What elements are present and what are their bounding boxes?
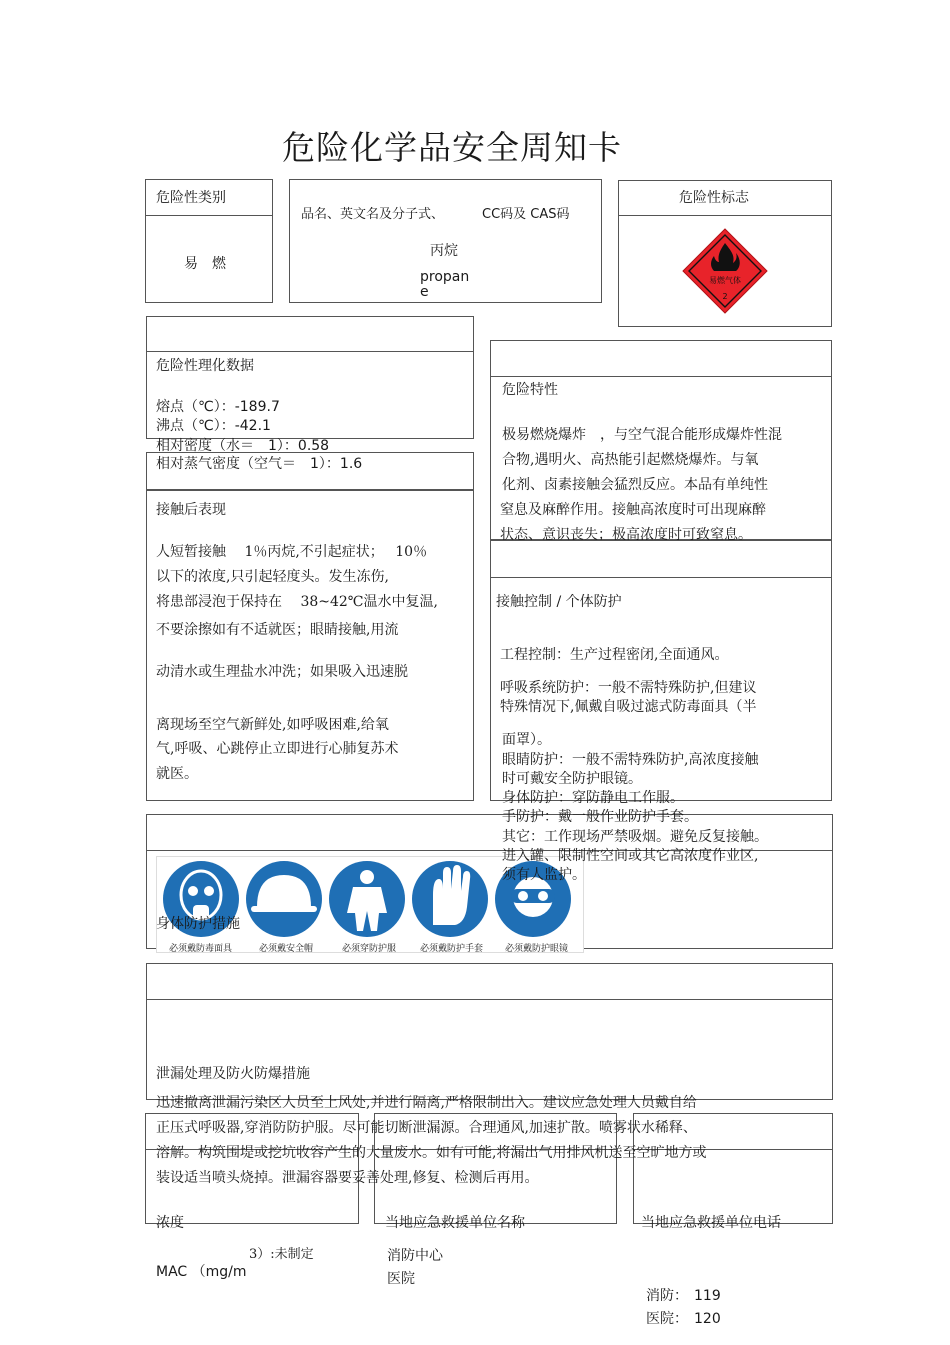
protective-gloves-icon bbox=[412, 861, 488, 937]
exposure-line: 气,呼吸、心跳停止立即进行心肺复苏术 bbox=[156, 741, 399, 757]
hazard-line: 化剂、卤素接触会猛烈反应。本品有单纯性 bbox=[502, 477, 768, 493]
control-line: 进入罐、限制性空间或其它高浓度作业区, bbox=[502, 848, 759, 864]
exposure-line: 就医。 bbox=[156, 766, 198, 782]
control-line: 须有人监护。 bbox=[502, 867, 586, 883]
fire-phone-label: 消防： bbox=[646, 1288, 688, 1304]
rescue-unit-label: 当地应急救援单位名称 bbox=[385, 1215, 525, 1231]
melting-point: 熔点（℃）：-189.7 bbox=[156, 399, 280, 415]
hazard-line: 极易燃烧爆炸 ，与空气混合能形成爆炸性混 bbox=[502, 427, 782, 443]
boiling-point: 沸点（℃）：-42.1 bbox=[156, 418, 271, 434]
ppe-caption: 必须戴安全帽 bbox=[259, 944, 314, 954]
ppe-caption: 必须穿防护服 bbox=[342, 944, 397, 954]
physchem-label: 危险性理化数据 bbox=[156, 358, 254, 374]
concentration-label: 浓度 bbox=[156, 1215, 184, 1231]
safety-helmet-icon bbox=[246, 861, 322, 937]
flammable-gas-diamond-icon bbox=[681, 227, 769, 315]
category-label: 危险性类别 bbox=[156, 190, 226, 206]
control-line: 面罩）。 bbox=[502, 732, 551, 748]
fire-phone: 119 bbox=[694, 1288, 721, 1304]
ppe-caption: 必须戴防护手套 bbox=[420, 944, 484, 954]
spill-label: 泄漏处理及防火防爆措施 bbox=[156, 1066, 310, 1082]
hospital-phone: 120 bbox=[694, 1311, 721, 1327]
ppe-label: 身体防护措施 bbox=[156, 916, 240, 932]
exposure-line: 人短暂接触 1％丙烷,不引起症状； 10％ bbox=[156, 544, 428, 560]
chemical-name-cn: 丙烷 bbox=[430, 243, 458, 259]
exposure-label: 接触后表现 bbox=[156, 502, 226, 518]
hazard-line: 合物,遇明火、高热能引起燃烧爆炸。与氧 bbox=[502, 452, 759, 468]
exposure-line: 将患部浸泡于保持在 38~42℃温水中复温, bbox=[156, 594, 438, 610]
spill-line: 装设适当喷头烧掉。泄漏容器要妥善处理,修复、检测后再用。 bbox=[156, 1170, 539, 1186]
hazard-sign-label: 危险性标志 bbox=[679, 190, 749, 206]
names-header-cc: CC码及 CAS码 bbox=[482, 207, 570, 222]
hazard-line: 窒息及麻醉作用。接触高浓度时可出现麻醉 bbox=[500, 502, 766, 518]
hazard-class-number: 2 bbox=[722, 292, 728, 301]
page-title: 危险化学品安全周知卡 bbox=[282, 128, 622, 167]
mac-superscript: 3）:未制定 bbox=[249, 1247, 314, 1262]
mac-value: MAC （mg/m bbox=[156, 1264, 247, 1280]
protective-suit-icon bbox=[329, 861, 405, 937]
control-line: 手防护：戴一般作业防护手套。 bbox=[502, 809, 698, 825]
spill-line: 迅速撤离泄漏污染区人员至上风处,并进行隔离,严格限制出入。建议应急处理人员戴自给 bbox=[156, 1095, 697, 1111]
control-line: 身体防护：穿防静电工作服。 bbox=[502, 790, 684, 806]
relative-density: 相对密度（水＝ 1）：0.58 bbox=[156, 438, 330, 454]
vapor-density: 相对蒸气密度（空气＝ 1）：1.6 bbox=[156, 456, 363, 472]
control-line: 呼吸系统防护：一般不需特殊防护,但建议 bbox=[500, 680, 757, 696]
hospital-phone-label: 医院： bbox=[646, 1311, 688, 1327]
control-label: 接触控制 / 个体防护 bbox=[496, 594, 622, 610]
rescue-unit-item: 医院 bbox=[387, 1271, 415, 1287]
exposure-line: 以下的浓度,只引起轻度头。发生冻伤, bbox=[156, 569, 389, 585]
control-line: 眼睛防护：一般不需特殊防护,高浓度接触 bbox=[502, 752, 759, 768]
hazard-line: 状态、意识丧失；极高浓度时可致窒息。 bbox=[500, 527, 752, 543]
control-line: 其它：工作现场严禁吸烟。避免反复接触。 bbox=[502, 829, 768, 845]
category-value: 易 燃 bbox=[184, 256, 226, 272]
control-line: 工程控制：生产过程密闭,全面通风。 bbox=[500, 647, 729, 663]
spill-line: 正压式呼吸器,穿消防防护服。尽可能切断泄漏源。合理通风,加速扩散。喷雾状水稀释、 bbox=[156, 1120, 697, 1136]
exposure-line: 离现场至空气新鲜处,如呼吸困难,给氧 bbox=[156, 717, 389, 733]
hazard-label: 危险特性 bbox=[502, 382, 558, 398]
exposure-line: 动清水或生理盐水冲洗；如果吸入迅速脱 bbox=[156, 664, 408, 680]
ppe-caption: 必须戴防毒面具 bbox=[169, 944, 233, 954]
hazard-sign-text: 易燃气体 bbox=[709, 276, 741, 285]
names-header: 品名、英文名及分子式、 bbox=[301, 207, 445, 222]
rescue-unit-item: 消防中心 bbox=[387, 1248, 443, 1264]
rescue-phone-label: 当地应急救援单位电话 bbox=[641, 1215, 781, 1231]
spill-line: 溶解。构筑围堤或挖坑收容产生的大量废水。如有可能,将漏出气用排风机送至空旷地方或 bbox=[156, 1145, 707, 1161]
control-line: 特殊情况下,佩戴自吸过滤式防毒面具（半 bbox=[500, 699, 757, 715]
exposure-line: 不要涂擦如有不适就医；眼睛接触,用流 bbox=[156, 622, 399, 638]
chemical-name-en-1: propan bbox=[420, 269, 470, 285]
chemical-name-en-2: e bbox=[420, 284, 429, 300]
control-line: 时可戴安全防护眼镜。 bbox=[502, 771, 642, 787]
ppe-caption: 必须戴防护眼镜 bbox=[505, 944, 569, 954]
